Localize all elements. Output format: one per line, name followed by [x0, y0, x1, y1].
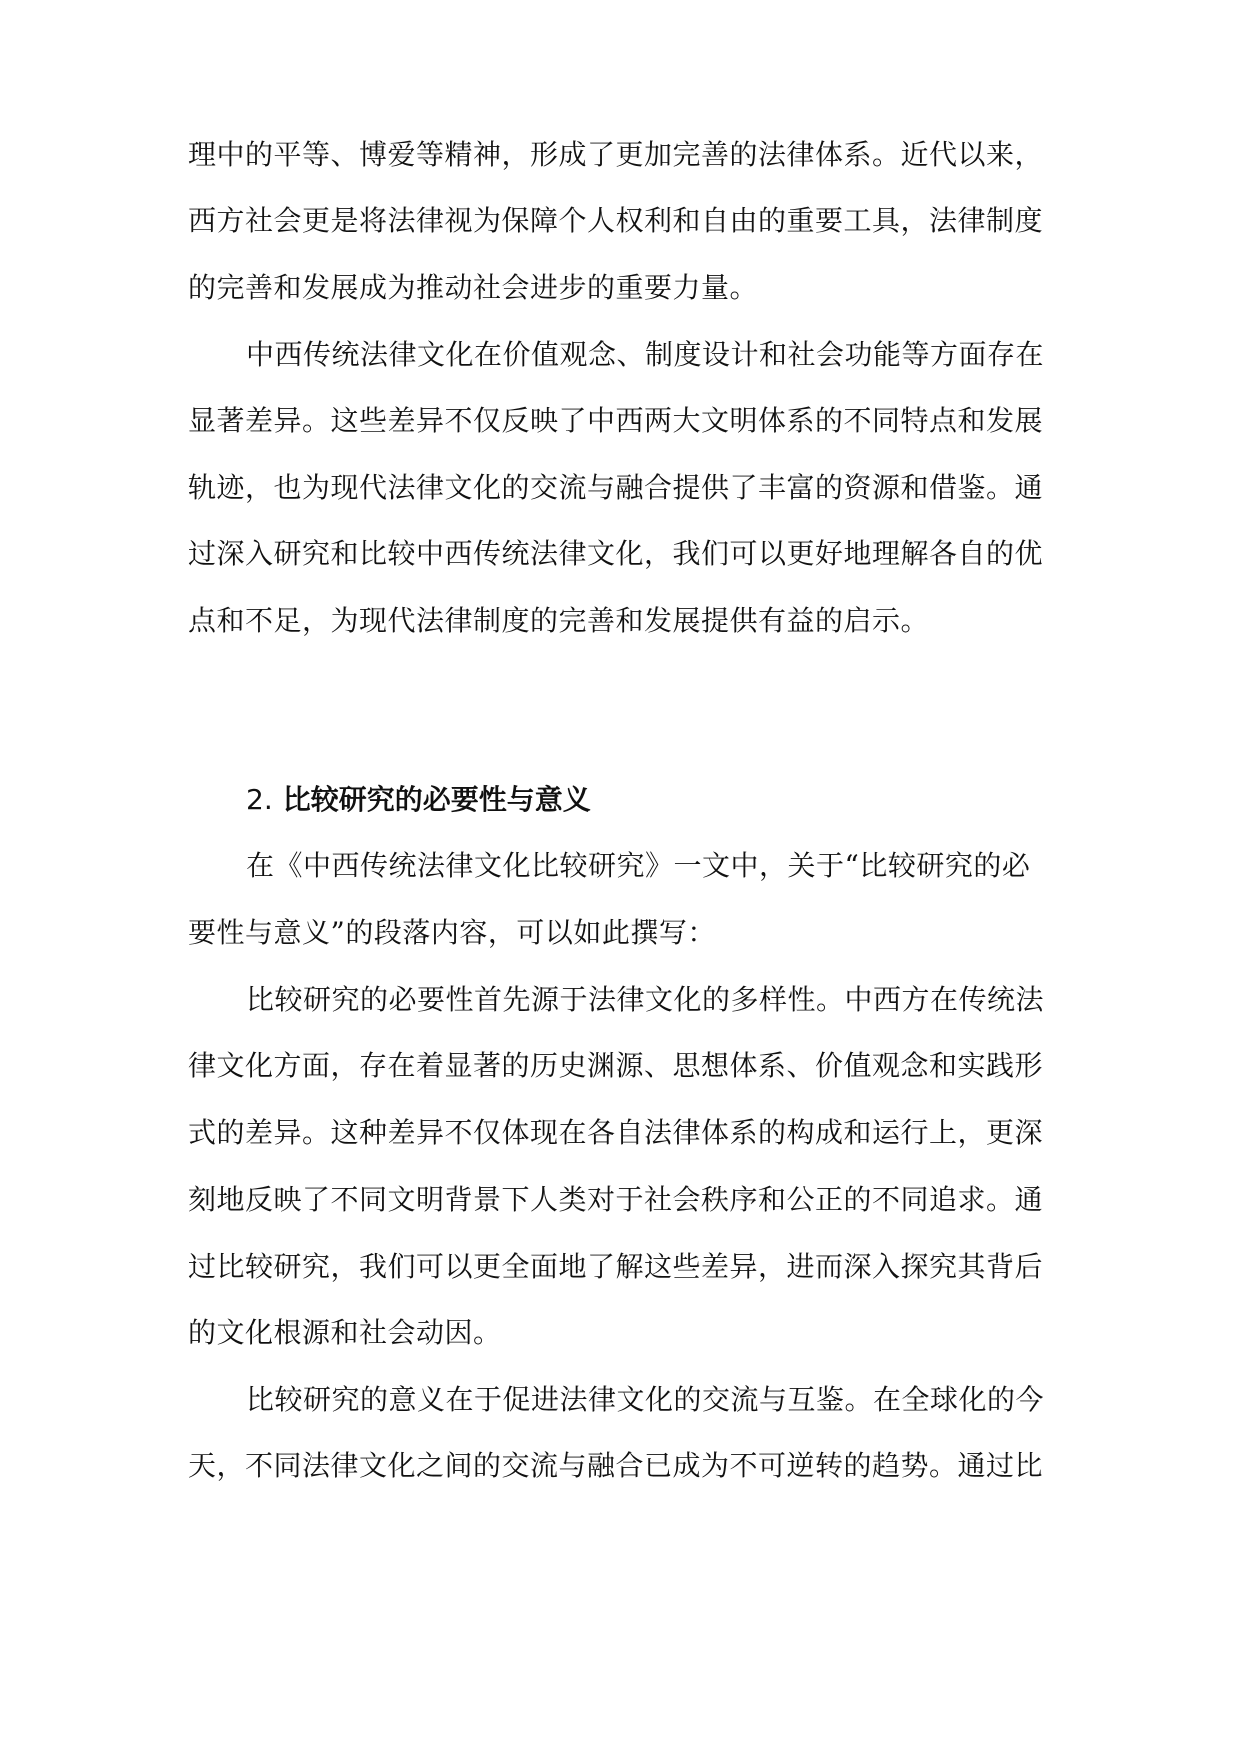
- section-heading: [246, 782, 591, 818]
- paragraph-1-line-3: 的完善和发展成为推动社会进步的重要力量。: [188, 271, 759, 304]
- section-title: 比较研究的必要性与意义: [282, 783, 591, 816]
- section-paragraph-3-line-2: 天，不同法律文化之间的交流与融合已成为不可逆转的趋势。通过比: [188, 1449, 1044, 1482]
- section-paragraph-2-line-1: 比较研究的必要性首先源于法律文化的多样性。中西方在传统法: [246, 983, 1045, 1016]
- section-number: 2.: [246, 783, 273, 816]
- section-paragraph-2-line-3: 式的差异。这种差异不仅体现在各自法律体系的构成和运行上，更深: [188, 1116, 1044, 1149]
- paragraph-2-line-5: 点和不足，为现代法律制度的完善和发展提供有益的启示。: [188, 604, 930, 637]
- section-paragraph-1-line-1: 在《中西传统法律文化比较研究》一文中，关于“比较研究的必: [246, 849, 1031, 882]
- paragraph-1-line-2: 西方社会更是将法律视为保障个人权利和自由的重要工具，法律制度: [188, 204, 1044, 237]
- paragraph-1-line-1: 理中的平等、博爱等精神，形成了更加完善的法律体系。近代以来，: [188, 138, 1044, 171]
- section-paragraph-2-line-2: 律文化方面，存在着显著的历史渊源、思想体系、价值观念和实践形: [188, 1049, 1044, 1082]
- section-paragraph-1-line-2: 要性与意义”的段落内容，可以如此撰写：: [188, 916, 716, 949]
- paragraph-2-line-2: 显著差异。这些差异不仅反映了中西两大文明体系的不同特点和发展: [188, 404, 1044, 437]
- section-paragraph-2-line-6: 的文化根源和社会动因。: [188, 1316, 502, 1349]
- paragraph-2-line-4: 过深入研究和比较中西传统法律文化，我们可以更好地理解各自的优: [188, 537, 1044, 570]
- section-paragraph-3-line-1: 比较研究的意义在于促进法律文化的交流与互鉴。在全球化的今: [246, 1383, 1045, 1416]
- paragraph-2-line-1: 中西传统法律文化在价值观念、制度设计和社会功能等方面存在: [246, 338, 1045, 371]
- paragraph-2-line-3: 轨迹，也为现代法律文化的交流与融合提供了丰富的资源和借鉴。通: [188, 471, 1044, 504]
- section-paragraph-2-line-5: 过比较研究，我们可以更全面地了解这些差异，进而深入探究其背后: [188, 1250, 1044, 1283]
- section-paragraph-2-line-4: 刻地反映了不同文明背景下人类对于社会秩序和公正的不同追求。通: [188, 1183, 1044, 1216]
